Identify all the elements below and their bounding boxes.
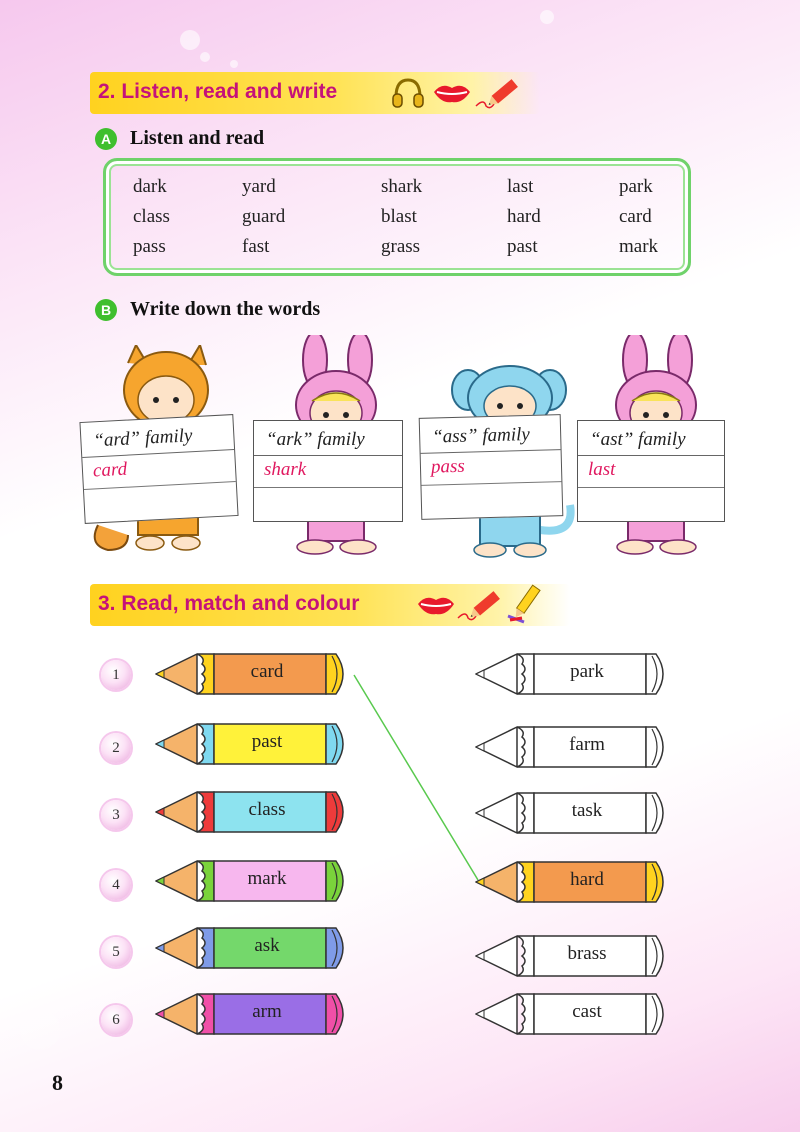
pencil-colored[interactable] — [472, 858, 672, 908]
card-answer: shark — [264, 459, 307, 480]
word-list-item: fast — [242, 236, 270, 257]
pencil-word: class — [248, 799, 286, 820]
card-answer: card — [92, 458, 128, 482]
word-list-item: past — [507, 236, 538, 257]
word-list-item: card — [619, 206, 652, 227]
pencil-outline[interactable] — [472, 650, 672, 700]
pencil-lead — [476, 809, 484, 817]
pencil-word: park — [570, 661, 604, 682]
item-number: 2 — [101, 733, 131, 763]
section-3-title: 3. Read, match and colour — [98, 592, 360, 615]
pencil-colored[interactable] — [152, 788, 352, 838]
card-family-label: “ard” family — [92, 425, 193, 452]
pencil-word: hard — [570, 869, 604, 890]
pencil-outline[interactable] — [472, 990, 672, 1040]
part-b-badge: B — [95, 299, 117, 321]
item-number: 3 — [101, 800, 131, 830]
pencil-lead — [476, 952, 484, 960]
word-list-item: grass — [381, 236, 421, 257]
card-family-label: “ark” family — [266, 429, 365, 450]
word-list-item: last — [507, 176, 534, 197]
word-list-item: hard — [507, 206, 541, 227]
word-list-item: mark — [619, 236, 659, 257]
pencil-word: card — [250, 661, 284, 682]
word-list-item: guard — [242, 206, 286, 227]
pencil-lead — [156, 808, 164, 816]
pencil-word: past — [251, 731, 283, 752]
card-family-label: “ass” family — [431, 423, 531, 448]
item-number: 5 — [101, 937, 131, 967]
page-number: 8 — [52, 1070, 63, 1095]
pencil-lead — [476, 878, 484, 886]
pencil-colored[interactable] — [152, 990, 352, 1040]
part-b-title: Write down the words — [130, 298, 321, 320]
pencil-lead — [156, 740, 164, 748]
card-answer: pass — [430, 455, 466, 478]
pencil-outline[interactable] — [472, 723, 672, 773]
pencil-word: cast — [572, 1001, 602, 1022]
word-list-item: yard — [242, 176, 276, 197]
pencil-lead — [156, 944, 164, 952]
pencil-colored[interactable] — [152, 650, 352, 700]
pencil-word: mark — [247, 868, 287, 889]
pencil-lead — [156, 1010, 164, 1018]
word-list-item: blast — [381, 206, 417, 227]
card-family-label: “ast” family — [590, 429, 686, 450]
word-list-item: shark — [381, 176, 423, 197]
part-a-badge: A — [95, 128, 117, 150]
word-list-item: park — [619, 176, 653, 197]
item-number: 4 — [101, 870, 131, 900]
pencil-outline[interactable] — [472, 932, 672, 982]
item-number: 6 — [101, 1005, 131, 1035]
section-2-title: 2. Listen, read and write — [98, 80, 338, 103]
pencil-word: farm — [569, 734, 605, 755]
card-answer: last — [588, 459, 616, 480]
pencil-outline[interactable] — [472, 789, 672, 839]
item-number: 1 — [101, 660, 131, 690]
word-list-item: dark — [133, 176, 167, 197]
pencil-colored[interactable] — [152, 857, 352, 907]
pencil-lead — [476, 1010, 484, 1018]
pencil-word: arm — [252, 1001, 282, 1022]
word-list-item: pass — [133, 236, 166, 257]
pencil-lead — [476, 743, 484, 751]
pencil-colored[interactable] — [152, 924, 352, 974]
part-a-title: Listen and read — [130, 127, 265, 149]
pencil-lead — [156, 670, 164, 678]
pencil-word: brass — [567, 943, 607, 964]
pencil-word: task — [571, 800, 603, 821]
pencil-lead — [156, 877, 164, 885]
word-list-item: class — [133, 206, 170, 227]
pencil-word: ask — [254, 935, 280, 956]
pencil-colored[interactable] — [152, 720, 352, 770]
pencil-lead — [476, 670, 484, 678]
